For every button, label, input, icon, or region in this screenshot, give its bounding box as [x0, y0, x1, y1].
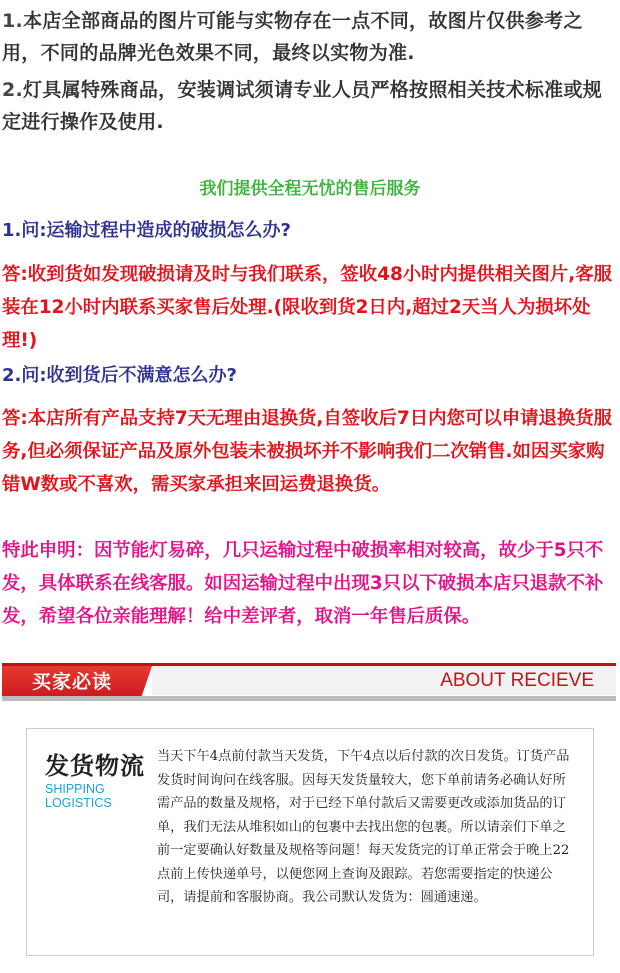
question-2: 2.问:收到货后不满意怎么办? [2, 365, 238, 386]
special-note: 特此申明：因节能灯易碎，几只运输过程中破损率相对较高，故少于5只不发，具体联系在线客服。如因运输过程中出现3只以下破损本店只退款不补发，希望各位亲能理解！给中差评者，取消一年售后质保。 [2, 540, 604, 627]
shipping-subtitle-line-2: LOGISTICS [45, 796, 112, 810]
notice-number: 1. [2, 10, 24, 32]
notice-number: 2. [2, 79, 24, 101]
shipping-info-box [26, 728, 594, 956]
buyer-must-read-banner [2, 663, 616, 701]
notice-text: 灯具属特殊商品，安装调试须请专业人员严格按照相关技术标准或规定进行操作及使用. [2, 79, 603, 133]
banner-tab-label: 买家必读 [31, 671, 112, 693]
notice-item-1 [2, 5, 616, 69]
shipping-description: 当天下午4点前付款当天发货，下午4点以后付款的次日发货。订货产品发货时间询问在线客服。因每天发货量较大，您下单前请务必确认好所需产品的数量及规格，对于已经下单付款后又需要更改或添加货品的订单，我们无法从堆积如山的包裹中去找出您的包裹。所以请亲们下单之前一定要确认好数量及规格等问题！每天发货完的订单正常会于晚上22点前上传快递单号，以便您网上查询及跟踪。若您需要指定的快递公司，请提前和客服协商。我公司默认发货为：圆通速递。 [157, 749, 570, 905]
shipping-subtitle-line-1: SHIPPING [45, 782, 105, 796]
notice-text: 本店全部商品的图片可能与实物存在一点不同，故图片仅供参考之用，不同的品牌光色效果不同，最终以实物为准. [2, 10, 583, 64]
answer-2: 答:本店所有产品支持7天无理由退换货,自签收后7日内您可以申请退换货服务,但必须保证产品及原外包装未被损坏并不影响我们二次销售.如因买家购错W数或不喜欢，需买家承担来回运费退换货。 [2, 408, 613, 495]
answer-1: 答:收到货如发现破损请及时与我们联系，签收48小时内提供相关图片,客服装在12小时内联系买家售后处理.(限收到货2日内,超过2天当人为损坏处理!) [2, 264, 613, 351]
banner-bottom-line [2, 696, 616, 701]
notice-item-2 [2, 74, 616, 138]
question-1: 1.问:运输过程中造成的破损怎么办? [2, 220, 292, 241]
shipping-title: 发货物流 [45, 751, 145, 780]
banner-english-label: ABOUT RECIEVE [440, 670, 594, 691]
after-sales-service-title: 我们提供全程无忧的售后服务 [199, 179, 421, 199]
